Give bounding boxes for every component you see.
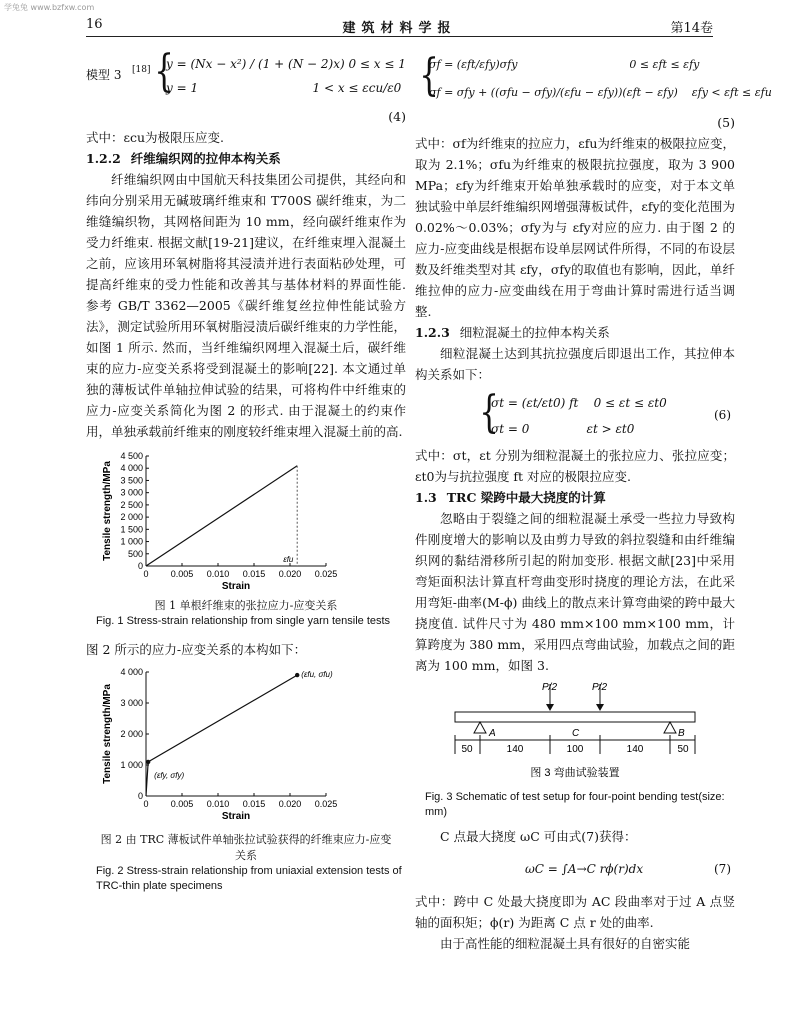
right-column [415, 46, 772, 954]
y-tick-label: 2 500 [120, 499, 143, 510]
equation-6 [415, 387, 735, 443]
section-1-2-2-heading [86, 148, 406, 169]
y-tick-label: 1 500 [120, 524, 143, 535]
watermark: 学兔兔 www.bzfxw.com [4, 3, 95, 12]
eq6-number: (6) [714, 408, 731, 422]
y-tick-label: 1 000 [120, 760, 143, 770]
left-column [86, 46, 406, 894]
y-tick-label: 2 000 [120, 729, 143, 739]
y-tick-label: 500 [127, 548, 143, 559]
dim-2: 140 [506, 744, 524, 755]
model3-label: 模型 3 [86, 68, 122, 82]
volume-label: 第14卷 [670, 21, 713, 36]
figure-2-chart [86, 660, 406, 832]
figure-3-caption-cn: 图 3 弯曲试验装置 [530, 767, 620, 779]
x-tick-label: 0 [143, 799, 149, 809]
point-c: C [572, 728, 580, 739]
paragraph-7: 式中：跨中 C 处最大挠度即为 AC 段曲率对于过 A 点竖轴的面积矩；ϕ(r) 为距离 C 点 r 处的曲率. [415, 894, 735, 930]
section-1-2-3-heading [415, 322, 735, 343]
y-tick-label: 3 000 [120, 698, 143, 708]
y-tick-label: 0 [137, 791, 143, 801]
x-tick-label: 0.015 [242, 799, 266, 809]
section-number: 1.3 [415, 490, 437, 505]
section-title: 纤维编织网的拉伸本构关系 [130, 151, 281, 166]
model3-ref: [18] [132, 65, 151, 75]
support-a [474, 722, 486, 733]
dim-4: 140 [626, 744, 644, 755]
eq4-note: 式中：εcu为极限压应变. [86, 130, 225, 145]
paragraph-4: 式中：σt，εt 分别为细粒混凝土的张拉应力、张拉应变；εt0为与抗拉强度 ft 对应的极限拉应变. [415, 448, 735, 484]
paragraph-8: 由于高性能的细粒混凝土具有很好的自密实能 [440, 936, 691, 951]
support-b [664, 722, 676, 733]
point-b: B [678, 728, 685, 739]
page-number: 16 [86, 17, 103, 32]
section-title: 细粒混凝土的拉伸本构关系 [459, 325, 610, 340]
journal-title: 建筑材料学报 [342, 21, 457, 36]
page-header [86, 14, 713, 37]
x-tick-label: 0.020 [278, 569, 302, 579]
eq5-number: (5) [717, 115, 735, 130]
figure-3-diagram [415, 680, 735, 790]
eq4-number: (4) [388, 109, 406, 124]
figure-2-caption-en: Fig. 2 Stress-strain relationship from uniaxial extension tests of TRC-thin plate specimens [96, 865, 402, 892]
load-label-2: P/2 [592, 682, 608, 693]
x-tick-label: 0.010 [206, 799, 230, 809]
x-tick-label: 0.020 [278, 799, 302, 809]
section-number: 1.2.3 [415, 325, 450, 340]
paragraph-1: 纤维编织网由中国航天科技集团公司提供，其经向和纬向分别采用无碱玻璃纤维束和 T700S 碳纤维束，为二维缝编织物，其网格间距为 10 mm，经向碳纤维束作为受力纤维束. 根据文献[19-21]建议，在纤维束埋入混凝土之前，应该用环氧树脂将其浸渍并进行表面粘砂处理，可提高纤维束的受力性能和改善其与基体材料的界面性能. 参考 GB/T 3362—2005《碳纤维复丝拉伸性能试验方法》，测定试验所用环氧树脂浸渍后碳纤维束的力学性能，如图 1 所示. 然而，当纤维编织网埋入混凝土后，碳纤维束的应力-应变关系将受到混凝土的影响[22]. 本文通过单独的薄板试件单轴拉伸试验的结果，可将构件中纤维束的应力-应变关系简化为图 2 的形式. 由于混凝土的约束作用，单独承载前纤维束的刚度较纤维束埋入混凝土前的高. [86, 172, 406, 439]
brace: { [419, 50, 439, 101]
section-title: TRC 梁跨中最大挠度的计算 [446, 490, 606, 505]
section-number: 1.2.2 [86, 151, 121, 166]
x-axis-label: Strain [221, 581, 251, 592]
beam [455, 712, 695, 722]
figure-1-caption-en: Fig. 1 Stress-strain relationship from single yarn tensile tests [96, 615, 391, 627]
annotation-ultimate: (εfu, σfu) [301, 670, 333, 680]
y-tick-label: 2 000 [120, 512, 143, 523]
y-tick-label: 3 000 [120, 487, 143, 498]
equation-5 [415, 48, 772, 110]
brace: { [154, 46, 174, 97]
eq7: ωC = ∫A→C rϕ(r)dx [525, 862, 644, 876]
point-a: A [489, 728, 496, 739]
data-line [146, 466, 297, 566]
y-tick-label: 4 000 [120, 463, 143, 474]
y-tick-label: 4 500 [120, 451, 143, 461]
eq4-line1: y = (Nx − x²) / (1 + (N − 2)x) 0 ≤ x ≤ 1 [166, 57, 406, 71]
paragraph-2: 式中：σf为纤维束的拉应力，εfu为纤维束的极限拉应变，取为 2.1%；σfu为纤维束的极限抗拉强度，取为 3 900 MPa；εfy为纤维束开始单独承载时的应变，对于本文单独试验中单层纤维编织网增强薄板试件，εfy的变化范围为 0.02%～0.03%；σfy为与 εfy对应的应力. 由于图 2 的应力-应变曲线是根据布设单层网试件所得，不同的布设层数及纤维类型对其 εfy，σfy的取值也有影响，因此，单纤维拉伸的应力-应变曲线在用于弯曲计算时需进行适当调整. [415, 136, 735, 319]
y-tick-label: 3 500 [120, 475, 143, 486]
figure-2-caption-cn: 图 2 由 TRC 薄板试件单轴张拉试验获得的纤维束应力-应变关系 [100, 833, 392, 862]
annotation-efu: εfu [283, 555, 294, 564]
y-tick-label: 1 000 [120, 536, 143, 547]
paragraph-3: 细粒混凝土达到其抗拉强度后即退出工作，其拉伸本构关系如下： [415, 346, 735, 382]
x-tick-label: 0.025 [314, 569, 338, 579]
brace: { [479, 387, 499, 438]
figure-2-intro: 图 2 所示的应力-应变关系的本构如下： [86, 642, 307, 657]
figure-3-caption-en: Fig. 3 Schematic of test setup for four-point bending test(size: mm) [425, 791, 725, 818]
dim-1: 50 [461, 744, 473, 755]
dim-3: 100 [566, 744, 584, 755]
point-yield [146, 760, 150, 764]
x-tick-label: 0.005 [170, 569, 194, 579]
section-1-3-heading [415, 487, 735, 508]
x-tick-label: 0.015 [242, 569, 266, 579]
eq7-number: (7) [714, 862, 731, 876]
eq5-line1: σf = (εft/εfy)σfy 0 ≤ εft ≤ εfy [429, 58, 700, 71]
y-axis-label: Tensile strength/MPa [102, 461, 113, 561]
x-tick-label: 0.005 [170, 799, 194, 809]
load-label-1: P/2 [542, 682, 558, 693]
y-axis-label: Tensile strength/MPa [102, 684, 113, 784]
x-axis-label: Strain [221, 811, 251, 822]
point-ultimate [295, 673, 299, 677]
eq6-line1: σt = (εt/εt0) ft 0 ≤ εt ≤ εt0 [491, 396, 667, 410]
x-tick-label: 0.025 [314, 799, 338, 809]
eq5-line2: σf = σfy + ((σfu − σfy)/(εfu − εfy))(εft − εfy) εfy < εft ≤ εfu [429, 86, 772, 99]
x-tick-label: 0.010 [206, 569, 230, 579]
figure-1-caption-cn: 图 1 单根纤维束的张拉应力-应变关系 [154, 599, 338, 612]
paragraph-5: 忽略由于裂缝之间的细粒混凝土承受一些拉力导致构件刚度增大的影响以及由剪力导致的斜拉裂缝和由纤维编织网的黏结滑移所引起的附加变形. 根据文献[23]中采用弯矩面积法计算直杆弯曲变形时挠度的理论方法，在此采用弯矩-曲率(M-ϕ) 曲线上的散点来计算弯曲梁的跨中最大挠度值. 试件尺寸为 480 mm×100 mm×100 mm，计算跨度为 380 mm，采用四点弯曲试验，加载点之间的距离为 100 mm，如图 3. [415, 511, 735, 673]
x-tick-label: 0 [143, 569, 149, 579]
eq6-line2: σt = 0 εt > εt0 [491, 422, 635, 436]
y-tick-label: 0 [137, 561, 143, 571]
annotation-yield: (εfy, σfy) [154, 770, 185, 780]
paragraph-6: C 点最大挠度 ωC 可由式(7)获得： [440, 829, 637, 844]
dim-5: 50 [677, 744, 689, 755]
eq4-line2: y = 1 1 < x ≤ εcu/ε0 [166, 81, 402, 95]
figure-1-chart [86, 448, 406, 598]
equation-7 [415, 849, 735, 889]
y-tick-label: 4 000 [120, 667, 143, 677]
equation-4 [86, 48, 406, 104]
